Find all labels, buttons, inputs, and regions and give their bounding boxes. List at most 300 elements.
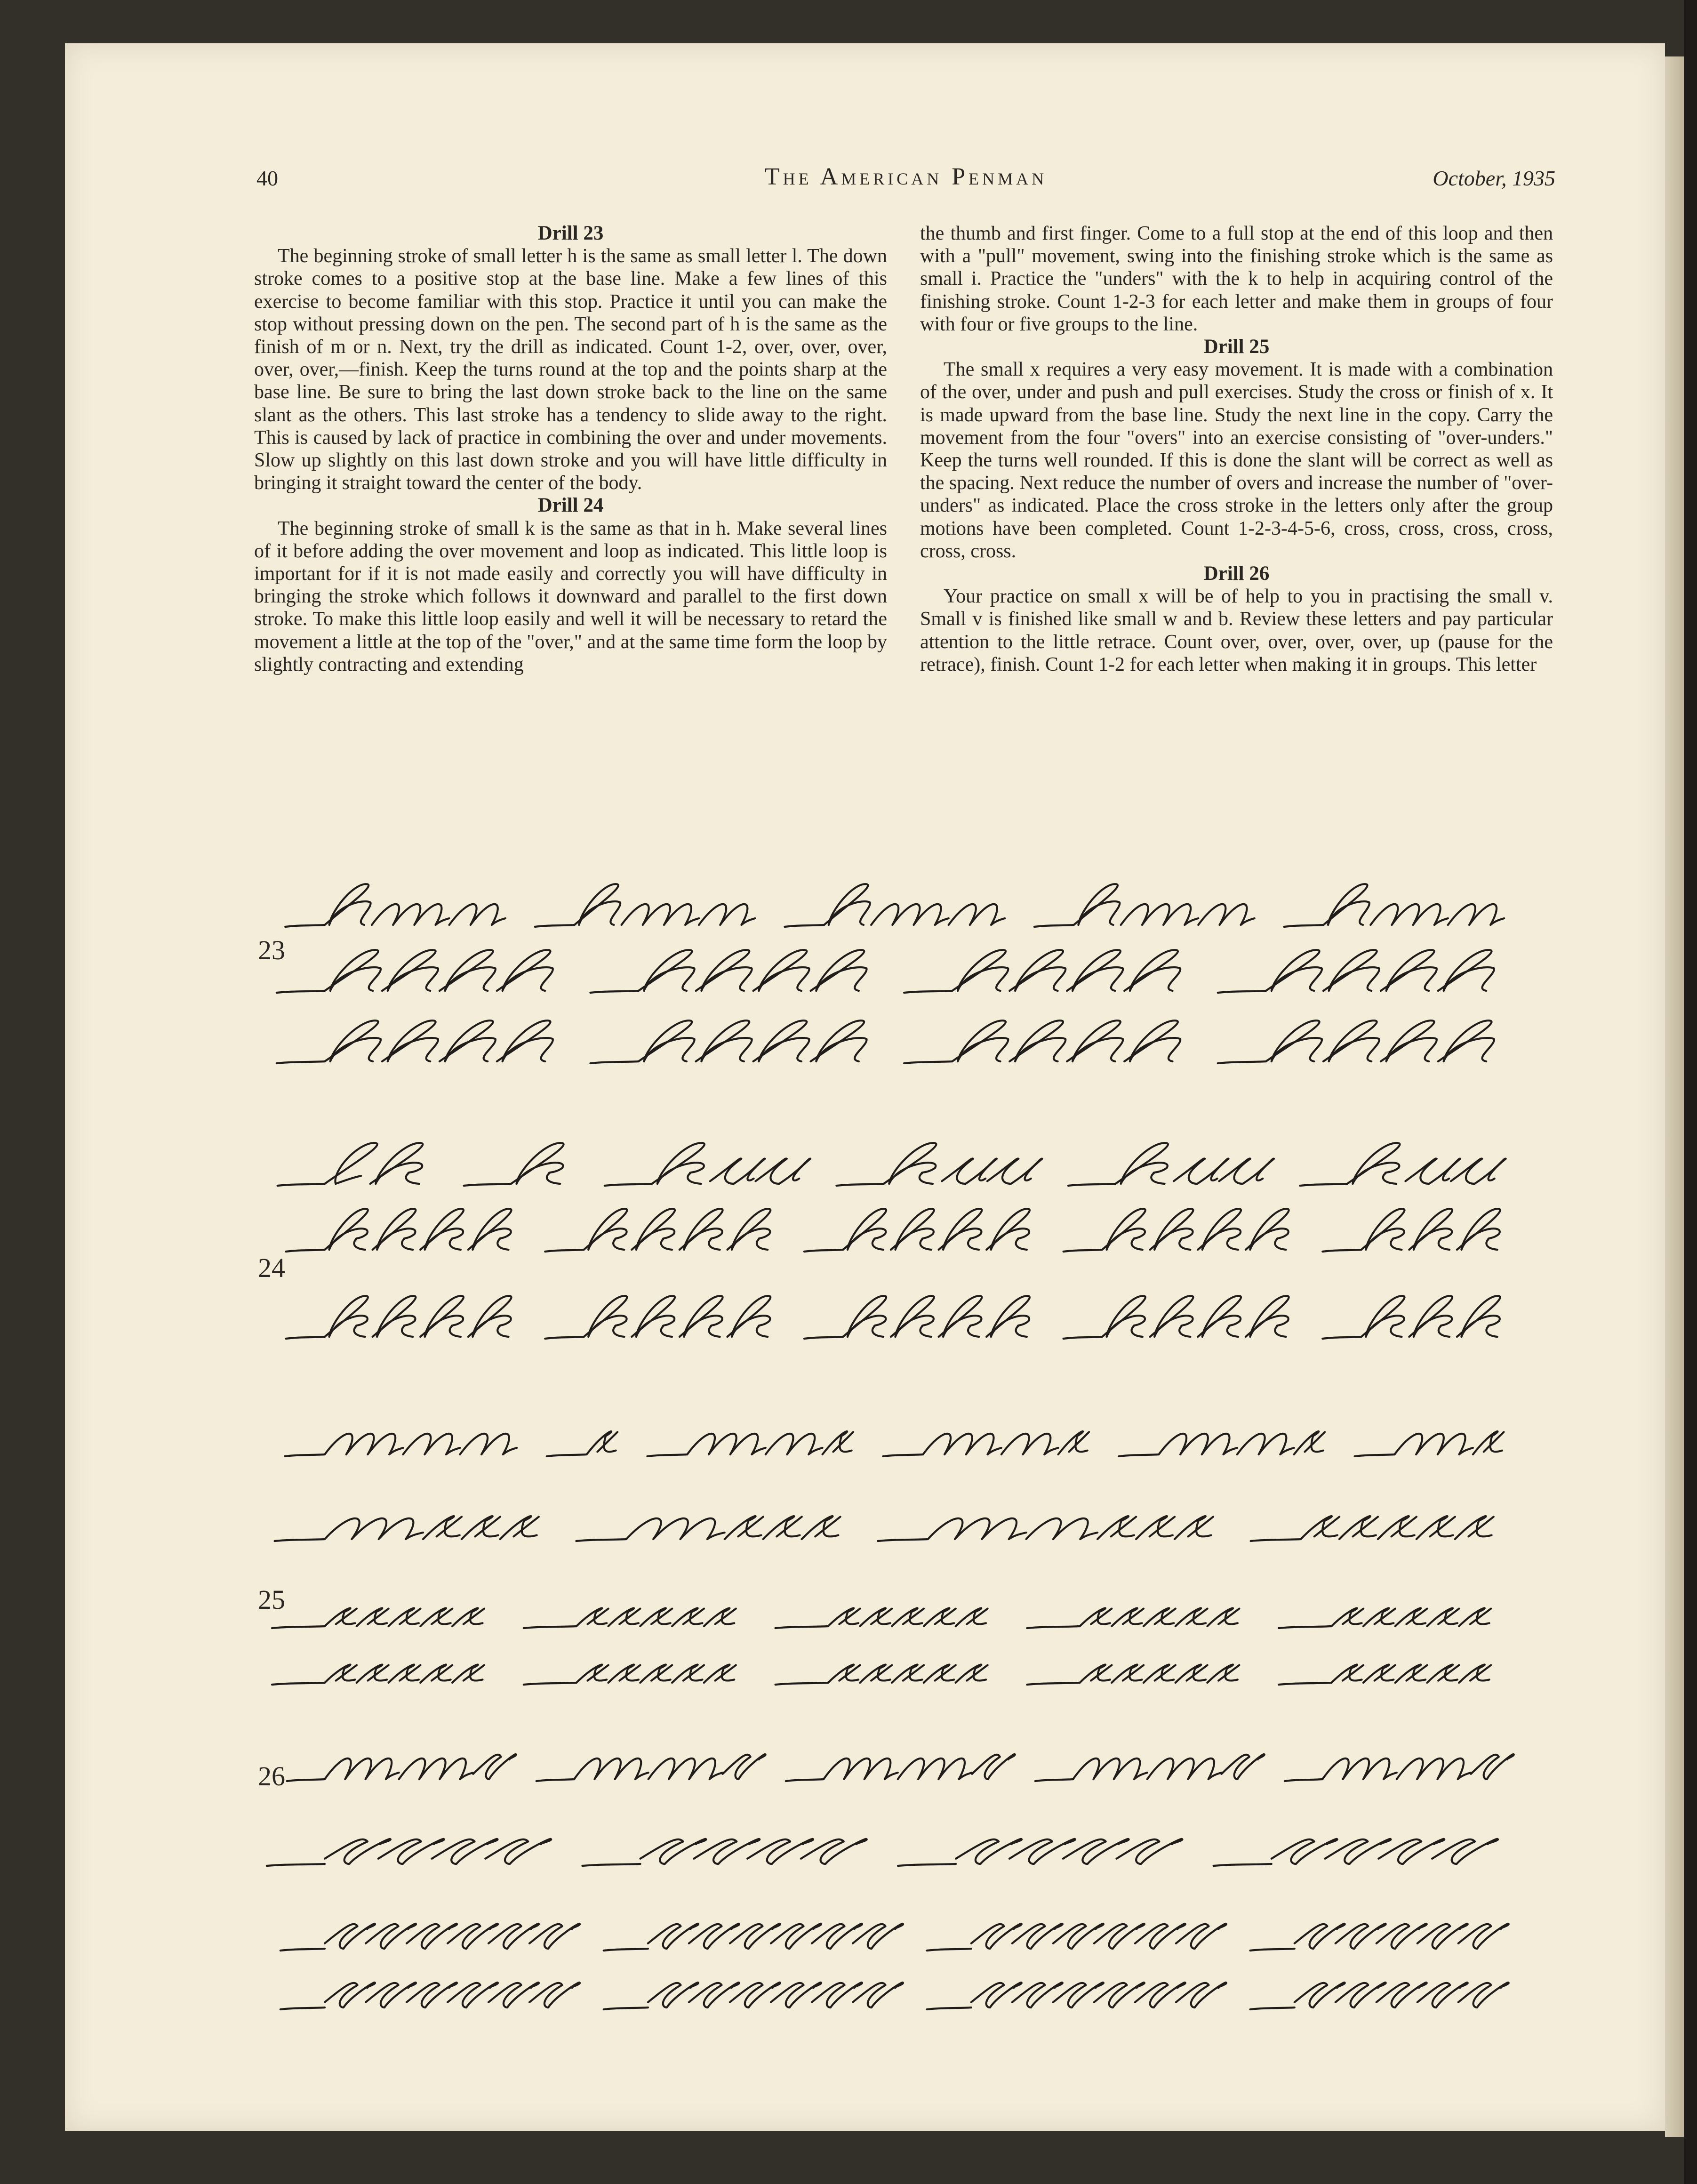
script-stroke [535, 925, 575, 927]
script-stroke [1294, 1431, 1325, 1454]
drill-24-instructions: The beginning stroke of small k is the same as that in h. Make several lines of it before adding the over movement and loop as indicated. This little loop is important for if it is not made easily and correctly you will have difficulty in bringing the stroke which follows it downward and parallel to the first down stroke. To make this little loop easily and well it will be necessary to retard the movement a little at the top of the "over," and at the same time form the loop by slightly contracting and extending [254, 517, 887, 675]
script-stroke [639, 1020, 695, 1061]
script-stroke [325, 1209, 368, 1250]
script-stroke [608, 1608, 640, 1626]
script-stroke [576, 1608, 608, 1626]
drill-24-heading: Drill 24 [537, 494, 604, 517]
script-stroke [730, 1924, 780, 1949]
script-stroke [860, 1608, 892, 1626]
script-stroke [828, 1665, 860, 1683]
script-stroke [575, 884, 621, 925]
script-stroke [407, 1983, 457, 2007]
script-stroke [648, 1924, 698, 1949]
drill-25-heading: Drill 25 [1203, 336, 1270, 358]
script-stroke [1073, 1758, 1147, 1779]
script-stroke [1135, 1924, 1185, 1949]
script-stroke [357, 1665, 389, 1683]
script-stroke [771, 1924, 821, 1949]
script-stroke [464, 1184, 511, 1186]
script-stroke [1058, 1431, 1089, 1454]
script-stroke [448, 1924, 498, 1949]
practice-row [286, 1209, 1500, 1252]
script-stroke [1207, 1608, 1239, 1626]
script-stroke [1448, 904, 1504, 925]
script-stroke [1295, 1983, 1345, 2007]
script-stroke [1279, 1683, 1331, 1685]
script-stroke [696, 950, 752, 991]
script-stroke [497, 1020, 553, 1061]
script-stroke [1064, 1337, 1102, 1339]
script-stroke [828, 1608, 860, 1626]
script-stroke [952, 950, 1008, 991]
script-stroke [1331, 1608, 1363, 1626]
script-stroke [1035, 1779, 1073, 1781]
script-stroke [529, 1983, 580, 2007]
plate-drill-number: 23 [258, 935, 285, 965]
script-stroke [440, 1020, 496, 1061]
script-stroke [1198, 1296, 1241, 1337]
drill-23-instructions: The beginning stroke of small letter h is the same as small letter l. The down stroke comes to a positive stop at the base line. Make a few lines of this exercise to become familiar with this stop. Practice it until you can make the stop without pressing down on the pen. The second part of h is the same as the finish of m or n. Next, try the drill as indicated. Count 1-2, over, over, over, over, over,—finish. Keep the turns round at the top and the points sharp at the base line. Be sure to bring the last down stroke back to the line on the same slant as the others. This last stroke has a tendency to slide away to the right. This is caused by lack of practice in combining the over and under movements. Slow up slightly on this last down stroke and you will have little difficulty in bringing it straight toward the center of the body. [254, 245, 887, 494]
script-stroke [440, 950, 496, 991]
script-stroke [648, 1758, 723, 1779]
script-stroke [1251, 1539, 1301, 1541]
script-stroke [286, 1337, 325, 1339]
script-stroke [640, 1608, 672, 1626]
script-stroke [1285, 1779, 1322, 1781]
script-stroke [545, 1250, 584, 1252]
script-stroke [1176, 1924, 1226, 1949]
practice-row [287, 1754, 1514, 1781]
script-stroke [1417, 1983, 1468, 2007]
script-stroke [1427, 1665, 1459, 1683]
script-stroke [1053, 1983, 1104, 2007]
script-stroke [924, 1665, 956, 1683]
script-stroke [605, 1184, 652, 1186]
script-stroke [689, 1924, 739, 1949]
script-stroke [1117, 1839, 1183, 1864]
script-stroke [1026, 1518, 1098, 1539]
drill-25-instructions: The small x requires a very easy movement. It is made with a combination of the over, under and push and pull exercises. Study the cross or finish of x. It is made upward from the base line. Study the next line in the copy. Carry the movement from the four "overs" into an exercise consisting of "over-unders." Keep the turns well rounded. If this is done the slant will be correct as well as the spacing. Next reduce the number of overs and increase the number of "over-unders" as indicated. Place the cross stroke in the letters only after the group motions have been completed. Count 1-2-3-4-5-6, cross, cross, cross, cross, cross, cross. [920, 359, 1553, 562]
script-stroke [1471, 1754, 1514, 1779]
script-stroke [373, 1209, 416, 1250]
script-stroke [403, 1434, 460, 1454]
script-stroke [497, 950, 553, 991]
script-stroke [1068, 1184, 1115, 1186]
script-stroke [1336, 1983, 1386, 2007]
script-stroke [1094, 1924, 1145, 1949]
script-stroke [939, 1209, 982, 1250]
script-stroke [704, 1665, 736, 1683]
script-stroke [1266, 950, 1322, 991]
script-stroke [488, 1983, 539, 2007]
script-stroke [536, 1779, 574, 1781]
practice-row [280, 1983, 1509, 2009]
script-stroke [370, 1143, 423, 1184]
script-stroke [399, 1758, 473, 1779]
script-stroke [1250, 1949, 1295, 1951]
script-stroke [1176, 1608, 1208, 1626]
script-stroke [1147, 1758, 1222, 1779]
script-stroke [986, 1209, 1030, 1250]
script-stroke [1012, 1983, 1063, 2007]
script-stroke [647, 1454, 687, 1456]
script-stroke [878, 1539, 928, 1541]
script-stroke [1121, 904, 1199, 925]
script-stroke [1034, 925, 1074, 927]
script-stroke [811, 1020, 867, 1061]
script-stroke [460, 1434, 517, 1454]
script-stroke [584, 1209, 627, 1250]
script-stroke [1361, 1209, 1405, 1250]
script-stroke [730, 1983, 780, 2007]
script-stroke [584, 1296, 627, 1337]
script-stroke [956, 1608, 988, 1626]
script-stroke [1377, 1924, 1427, 1949]
script-stroke [699, 904, 755, 925]
script-stroke [1198, 904, 1254, 925]
script-stroke [904, 1061, 952, 1063]
script-stroke [1027, 1683, 1080, 1685]
script-stroke [891, 1296, 934, 1337]
script-stroke [1064, 1250, 1102, 1252]
script-stroke [452, 1665, 484, 1683]
script-stroke [1458, 1983, 1509, 2007]
script-stroke [1207, 1665, 1239, 1683]
script-stroke [1124, 1020, 1180, 1061]
script-stroke [939, 1296, 982, 1337]
script-stroke [277, 1061, 325, 1063]
script-stroke [325, 1839, 391, 1864]
script-stroke [1246, 1296, 1289, 1337]
script-stroke [1074, 884, 1120, 925]
script-stroke [1063, 1839, 1129, 1864]
script-stroke [590, 1061, 638, 1063]
script-stroke [1144, 1608, 1176, 1626]
script-stroke [689, 1983, 739, 2007]
script-stroke [1322, 1250, 1361, 1252]
script-stroke [468, 1209, 512, 1250]
script-stroke [420, 1608, 452, 1626]
script-stroke [366, 1924, 416, 1949]
script-stroke [824, 1758, 898, 1779]
script-stroke [836, 1184, 883, 1186]
script-stroke [1370, 904, 1448, 925]
script-stroke [843, 1209, 886, 1250]
script-stroke [382, 950, 438, 991]
script-stroke [1027, 1626, 1080, 1628]
script-stroke [1115, 1143, 1168, 1184]
practice-row [280, 1924, 1509, 1951]
script-stroke [1301, 1516, 1339, 1539]
script-stroke [1331, 1665, 1363, 1683]
journal-title: The American Penman [764, 163, 1048, 190]
script-stroke [776, 1626, 828, 1628]
script-stroke [278, 1184, 325, 1186]
script-stroke [1381, 950, 1437, 991]
script-stroke [448, 1983, 498, 2007]
script-stroke [488, 1924, 539, 1949]
script-stroke [1395, 1665, 1427, 1683]
plate-drill-number: 24 [258, 1253, 285, 1283]
script-stroke [590, 991, 638, 993]
script-stroke [325, 1434, 403, 1454]
script-stroke [648, 1983, 698, 2007]
script-stroke [904, 991, 952, 993]
script-stroke [1378, 1839, 1444, 1864]
script-stroke [892, 1608, 924, 1626]
script-stroke [576, 1665, 608, 1683]
script-stroke [285, 1454, 325, 1456]
script-stroke [1053, 1924, 1104, 1949]
script-stroke [972, 1754, 1015, 1779]
script-stroke [325, 884, 371, 925]
script-stroke [784, 925, 824, 927]
script-stroke [420, 1209, 464, 1250]
script-stroke [1458, 1924, 1509, 1949]
script-stroke [608, 1665, 640, 1683]
script-stroke [524, 1626, 576, 1628]
script-stroke [1067, 1020, 1123, 1061]
script-stroke [1136, 1516, 1175, 1539]
script-stroke [898, 1758, 972, 1779]
script-stroke [574, 1758, 648, 1779]
script-stroke [587, 1431, 617, 1454]
script-stroke [632, 1296, 675, 1337]
script-stroke [1427, 1608, 1459, 1626]
script-stroke [725, 1516, 763, 1539]
script-stroke [500, 1516, 539, 1539]
script-stroke [1336, 1924, 1386, 1949]
script-stroke [853, 1983, 903, 2007]
script-stroke [812, 1983, 862, 2007]
script-stroke [640, 1665, 672, 1683]
practice-row [272, 1665, 1491, 1685]
script-stroke [626, 1518, 725, 1539]
script-stroke [1363, 1665, 1395, 1683]
script-stroke [325, 1020, 381, 1061]
script-stroke [423, 1516, 462, 1539]
script-stroke [485, 1839, 551, 1864]
script-stroke [924, 1608, 956, 1626]
script-stroke [1214, 1864, 1272, 1866]
script-stroke [640, 1839, 706, 1864]
script-stroke [1355, 1454, 1395, 1456]
practice-row [277, 950, 1494, 993]
drill-26-instructions: Your practice on small x will be of help to you in practising the small v. Small v is finished like small w and b. Review these letters and pay particular attention to the little retrace. Count over, over, over, over, up (pause for the retrace), finish. Count 1-2 for each letter when making it in groups. This letter [920, 586, 1553, 675]
script-stroke [1221, 1754, 1264, 1779]
script-stroke [804, 1250, 843, 1252]
script-stroke [1300, 1184, 1347, 1186]
script-stroke [928, 1518, 1026, 1539]
script-stroke [1009, 1020, 1065, 1061]
practice-row [267, 1839, 1498, 1866]
script-stroke [325, 1608, 357, 1626]
script-stroke [1394, 1434, 1473, 1454]
script-stroke [582, 1864, 640, 1866]
script-stroke [378, 1839, 444, 1864]
script-stroke [325, 1143, 377, 1184]
script-stroke [1322, 1337, 1361, 1339]
script-stroke [1417, 1516, 1455, 1539]
practice-row [286, 1296, 1500, 1339]
script-stroke [1218, 991, 1266, 993]
script-stroke [1246, 1209, 1289, 1250]
script-stroke [687, 1434, 766, 1454]
script-stroke [1112, 1608, 1144, 1626]
script-stroke [883, 1454, 923, 1456]
script-stroke [1080, 1665, 1112, 1683]
script-stroke [468, 1296, 512, 1337]
script-stroke [547, 1454, 587, 1456]
script-stroke [287, 1779, 325, 1781]
script-stroke [325, 1665, 357, 1683]
script-stroke [696, 1020, 752, 1061]
script-stroke [1150, 1296, 1193, 1337]
script-stroke [786, 1779, 824, 1781]
script-stroke [622, 904, 699, 925]
script-stroke [860, 1665, 892, 1683]
script-stroke [747, 1839, 813, 1864]
script-stroke [1295, 1924, 1345, 1949]
script-stroke [1455, 1516, 1494, 1539]
script-stroke [373, 1296, 416, 1337]
page-number: 40 [256, 166, 278, 190]
script-stroke [1135, 1983, 1185, 2007]
script-stroke [776, 1683, 828, 1685]
script-stroke [884, 1143, 937, 1184]
script-stroke [576, 1539, 626, 1541]
practice-row [272, 1608, 1491, 1628]
script-stroke [871, 904, 949, 925]
script-stroke [1144, 1665, 1176, 1683]
script-stroke [285, 925, 325, 927]
script-stroke [1284, 925, 1323, 927]
script-stroke [1363, 1608, 1395, 1626]
script-stroke [1150, 1209, 1193, 1250]
script-stroke [1361, 1296, 1405, 1337]
script-stroke [1395, 1608, 1427, 1626]
script-stroke [1009, 1839, 1075, 1864]
script-stroke [420, 1296, 464, 1337]
script-stroke [325, 1758, 399, 1779]
script-stroke [1237, 1434, 1294, 1454]
practice-row [277, 1020, 1494, 1063]
script-stroke [1323, 950, 1379, 991]
script-stroke [357, 1608, 389, 1626]
script-stroke [727, 1296, 770, 1337]
script-stroke [1322, 1758, 1397, 1779]
script-stroke [971, 1983, 1022, 2007]
script-stroke [1067, 950, 1123, 991]
script-stroke [389, 1665, 421, 1683]
script-stroke [1451, 1158, 1506, 1184]
script-stroke [1378, 1516, 1417, 1539]
script-stroke [325, 950, 381, 991]
script-stroke [420, 1665, 452, 1683]
script-stroke [956, 1665, 988, 1683]
script-stroke [545, 1337, 584, 1339]
script-stroke [1176, 1665, 1208, 1683]
script-stroke [275, 1539, 325, 1541]
script-stroke [1417, 1924, 1468, 1949]
script-stroke [722, 1754, 765, 1779]
script-stroke [986, 1296, 1030, 1337]
script-stroke [280, 1949, 325, 1951]
script-stroke [1112, 1665, 1144, 1683]
script-stroke [898, 1864, 956, 1866]
script-stroke [407, 1924, 457, 1949]
script-stroke [632, 1209, 675, 1250]
script-stroke [1397, 1758, 1471, 1779]
script-stroke [524, 1683, 576, 1685]
script-stroke [891, 1209, 934, 1250]
script-stroke [449, 904, 505, 925]
script-stroke [766, 1434, 823, 1454]
script-stroke [325, 1983, 375, 2007]
script-stroke [1176, 1983, 1226, 2007]
script-stroke [680, 1209, 723, 1250]
script-stroke [680, 1296, 723, 1337]
script-stroke [672, 1608, 704, 1626]
script-stroke [272, 1683, 325, 1685]
script-stroke [853, 1924, 903, 1949]
script-stroke [753, 1020, 809, 1061]
script-stroke [277, 991, 325, 993]
script-stroke [389, 1608, 421, 1626]
script-stroke [1339, 1516, 1378, 1539]
script-stroke [755, 1158, 810, 1184]
script-stroke [272, 1626, 325, 1628]
script-stroke [1409, 1296, 1452, 1337]
script-stroke [804, 1337, 843, 1339]
script-stroke [1266, 1020, 1322, 1061]
script-stroke [639, 950, 695, 991]
script-stroke [1175, 1516, 1213, 1539]
drill-23-heading: Drill 23 [537, 222, 604, 244]
drill-24-instructions-continued: the thumb and first finger. Come to a full stop at the end of this loop and then with a "pull" movement, swing into the finishing stroke which is the same as small i. Practice the "unders" with the k to help in acquiring control of the finishing stroke. Count 1-2-3 for each letter and make them in groups of four with four or five groups to the line. [920, 223, 1553, 335]
script-stroke [1381, 1020, 1437, 1061]
script-stroke [927, 1949, 971, 1951]
script-stroke [382, 1020, 438, 1061]
script-stroke [1097, 1516, 1136, 1539]
script-stroke [529, 1924, 580, 1949]
script-stroke [1438, 950, 1494, 991]
script-stroke [843, 1296, 886, 1337]
script-stroke [987, 1158, 1042, 1184]
script-stroke [1159, 1434, 1237, 1454]
script-stroke [812, 1924, 862, 1949]
practice-row [285, 1431, 1504, 1456]
script-stroke [462, 1516, 500, 1539]
script-stroke [704, 1608, 736, 1626]
drill-26-heading: Drill 26 [1203, 562, 1270, 585]
plate-drill-number: 26 [258, 1761, 285, 1791]
script-stroke [763, 1516, 802, 1539]
script-stroke [1457, 1296, 1500, 1337]
plate-drill-number: 25 [258, 1584, 285, 1615]
script-stroke [325, 1296, 368, 1337]
script-stroke [1323, 1020, 1379, 1061]
script-stroke [1102, 1209, 1145, 1250]
script-stroke [1001, 1434, 1058, 1454]
script-stroke [1459, 1608, 1491, 1626]
script-stroke [1457, 1209, 1500, 1250]
script-stroke [325, 1518, 423, 1539]
script-stroke [1012, 1924, 1063, 1949]
script-stroke [1218, 1061, 1266, 1063]
script-stroke [372, 904, 449, 925]
script-stroke [952, 1020, 1008, 1061]
